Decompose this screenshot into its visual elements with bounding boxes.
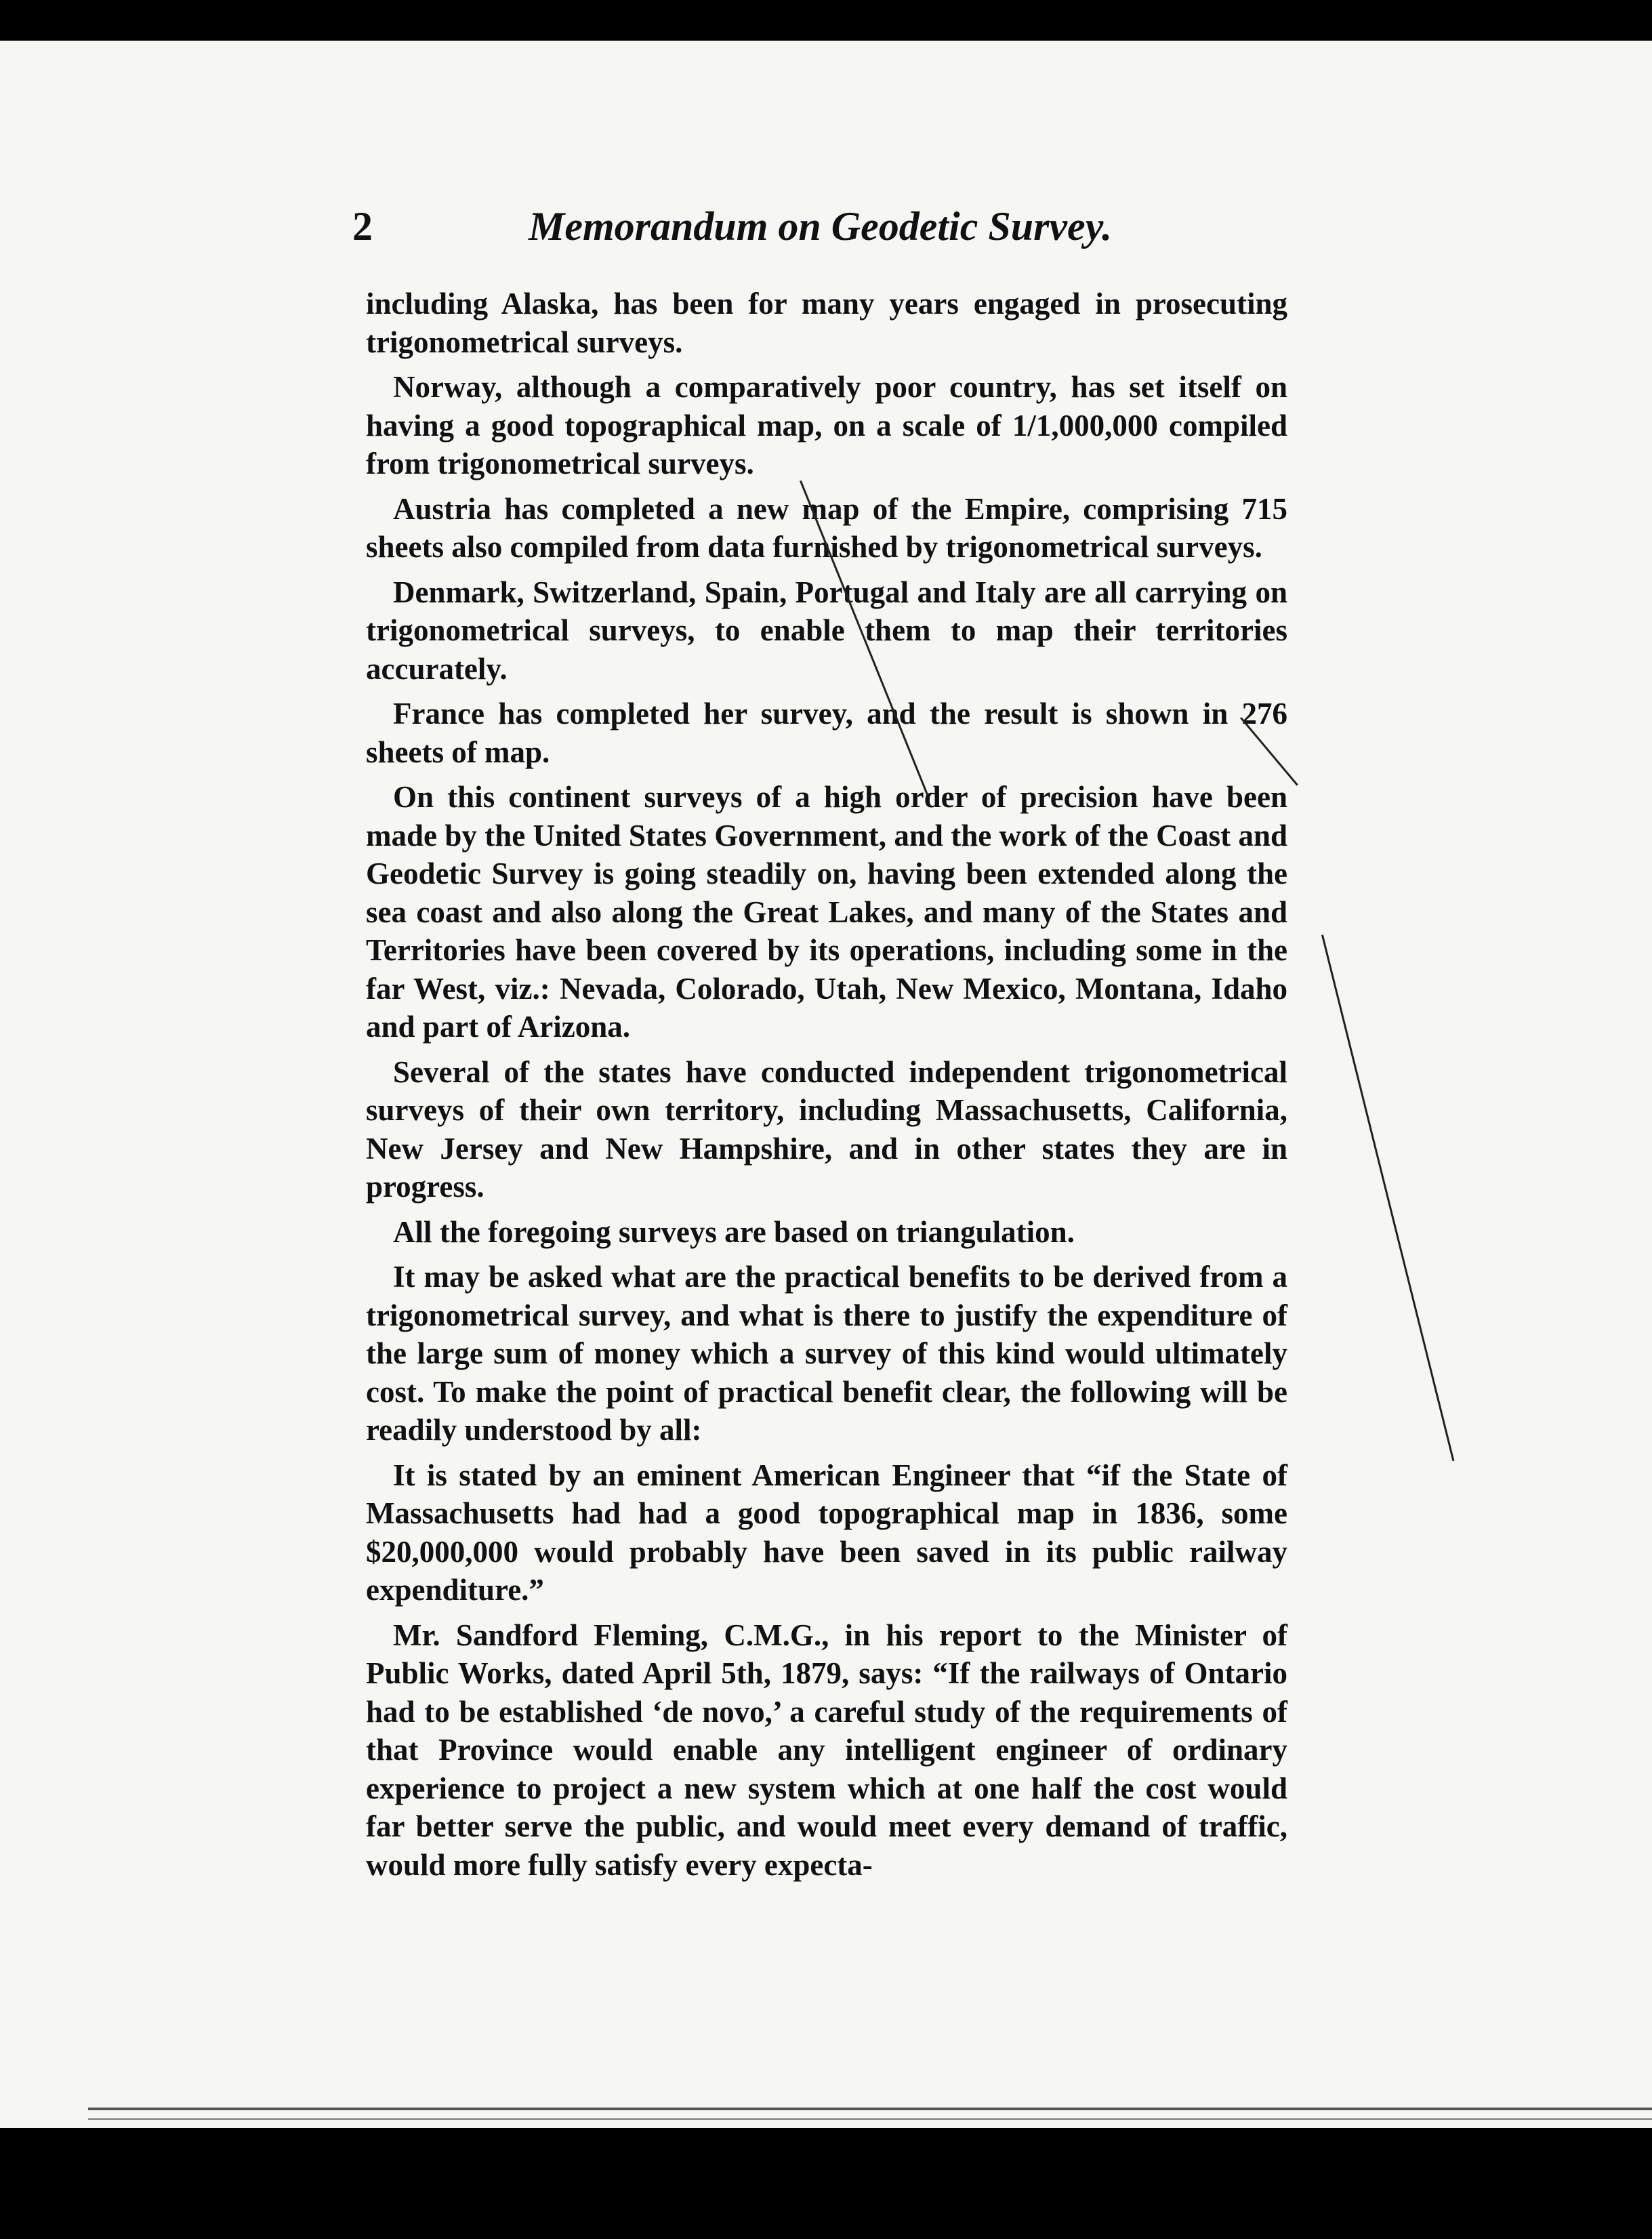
scan-scratch	[1321, 934, 1454, 1461]
paragraph: All the foregoing surveys are based on triangulation.	[393, 1214, 1075, 1249]
paragraph: including Alaska, has been for many years engaged in prosecuting trigonometrical surveys.	[366, 287, 1287, 359]
page-number: 2	[352, 204, 373, 249]
paragraph: It is stated by an eminent American Engineer that “if the State of Massachusetts had had a good topographical map in 1836, some $20,000,000 would probably have been saved in its public railway expenditure.”	[366, 1458, 1287, 1607]
body-text	[366, 285, 1287, 1891]
paragraph: Austria has completed a new map of the Empire, comprising 715 sheets also compiled from data furnished by trigonometrical surveys.	[366, 491, 1287, 564]
bottom-rule	[88, 2118, 1652, 2120]
paragraph: Mr. Sandford Fleming, C.M.G., in his report to the Minister of Public Works, dated April 5th, 1879, says: “If the railways of Ontario had to be established ‘de novo,’ a careful study of the requirements of that Province would enable any intelligent engineer of ordinary experience to project a new system which at one half the cost would far better serve the public, and would meet every demand of traffic, would more fully satisfy every expecta-	[366, 1618, 1287, 1882]
paragraph: Several of the states have conducted independent trigonometrical surveys of their own territory, including Massachusetts, California, New Jersey and New Hampshire, and in other states they are in progress.	[366, 1054, 1287, 1204]
bottom-rule	[88, 2108, 1652, 2110]
paragraph: It may be asked what are the practical benefits to be derived from a trigonometrical survey, and what is there to justify the expenditure of the large sum of money which a survey of this kind would ultimately cost. To make the point of practical benefit clear, the following will be readily understood by all:	[366, 1260, 1287, 1447]
running-title: Memorandum on Geodetic Survey.	[529, 204, 1113, 249]
paragraph: Norway, although a comparatively poor country, has set itself on having a good topographical map, on a scale of 1/1,000,000 compiled from trigonometrical surveys.	[366, 370, 1287, 480]
scanned-page	[0, 41, 1652, 2128]
paragraph: On this continent surveys of a high order of precision have been made by the United States Government, and the work of the Coast and Geodetic Survey is going steadily on, having been extended along the sea coast and also along the Great Lakes, and many of the States and Territories have been covered by its operations, including some in the far West, viz.: Nevada, Colorado, Utah, New Mexico, Montana, Idaho and part of Arizona.	[366, 780, 1287, 1044]
paragraph: France has completed her survey, and the result is shown in 276 sheets of map.	[366, 697, 1287, 769]
paragraph: Denmark, Switzerland, Spain, Portugal and Italy are all carrying on trigonometrical surveys, to enable them to map their territories accurately.	[366, 575, 1287, 686]
